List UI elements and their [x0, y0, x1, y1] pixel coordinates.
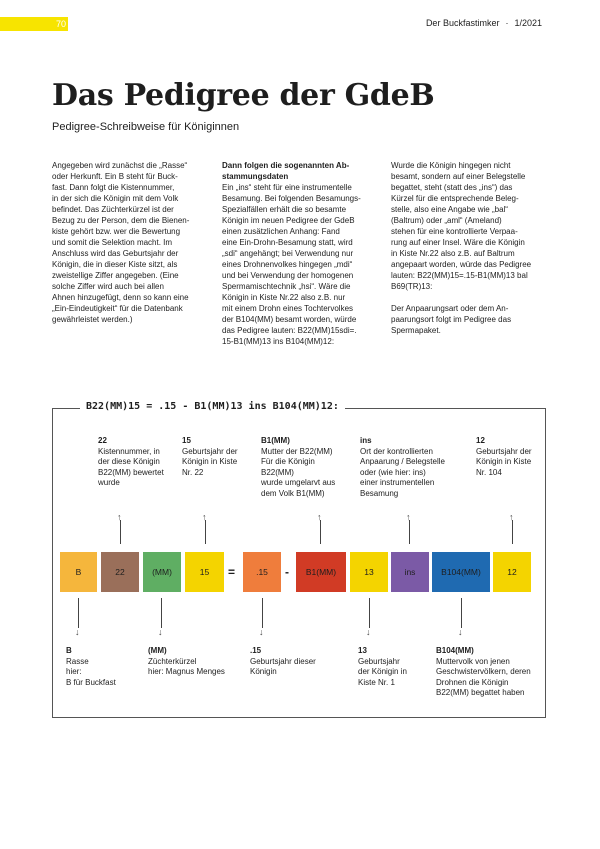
segment-box-number: 22	[101, 552, 139, 592]
annotation-body: Muttervolk von jenen Geschwistervölkern, deren Drohnen die Königin B22(MM) begattet haben	[436, 656, 531, 697]
annotation-box-number	[98, 436, 188, 489]
annotation-head: 13	[358, 646, 367, 655]
annotation-head: 12	[476, 436, 485, 445]
annotation-body: Geburtsjahr dieser Königin	[250, 656, 316, 676]
connector-line	[78, 598, 79, 628]
magazine-name: Der Buckfastimker	[425, 18, 500, 28]
annotation-queen-birth-year	[250, 646, 350, 678]
annotation-mating-place	[360, 436, 460, 499]
segment-drone-birth-year: 12	[493, 552, 531, 592]
arrow-down-icon: ↓	[259, 627, 264, 637]
column-2-heading: Dann folgen die sogenannten Ab- stammungsdaten	[222, 161, 350, 181]
arrow-up-icon: ↑	[317, 512, 322, 522]
column-2-body: Ein „ins“ steht für eine instrumentelle Besamung. Bei folgenden Besamungs- Spezialfällen erhält die so besamte Königin im neuen Pedigree der GdeB einen zusätzlichen Anhang: Fand eine Ein-Drohn-Besamung statt, wird „sdi“ angehängt; bei Verwendung nur eines Drohnenvolkes hingegen „mdi“ und bei Verwendung der homogenen Spermamischtechnik „hsi“. Wäre die Königin in Kiste Nr.22 also z.B. nur mit einem Drohn eines Tochtervolkes der B104(MM) besamt worden, würde das Pedigree lauten: B22(MM)15sdi=. 15-B1(MM)13 ins B104(MM)12:	[222, 183, 361, 346]
annotation-head: 15	[182, 436, 191, 445]
issue-line	[423, 18, 545, 28]
pedigree-formula: B22(MM)15 = .15 - B1(MM)13 ins B104(MM)12:	[80, 401, 345, 412]
segment-drone-colony: B104(MM)	[432, 552, 490, 592]
segment-birth-year: 15	[185, 552, 224, 592]
issue-separator: ·	[505, 18, 509, 28]
annotation-drone-birth-year	[476, 436, 546, 478]
equals-sign: =	[228, 565, 236, 579]
segment-queen-birth-year: .15	[243, 552, 281, 592]
connector-line	[205, 520, 206, 544]
connector-line	[120, 520, 121, 544]
annotation-body: Mutter der B22(MM) Für die Königin B22(MM) wurde umgelarvt aus dem Volk B1(MM)	[261, 446, 336, 498]
annotation-birth-year	[182, 436, 272, 478]
arrow-down-icon: ↓	[75, 627, 80, 637]
annotation-mother-birth-year	[358, 646, 438, 688]
segment-mating-method: ins	[391, 552, 429, 592]
annotation-mother	[261, 436, 361, 499]
minus-sign: -	[285, 565, 289, 579]
arrow-down-icon: ↓	[366, 627, 371, 637]
annotation-body: Geburtsjahr der Königin in Kiste Nr. 22	[182, 446, 238, 477]
annotation-drone-colony	[436, 646, 541, 699]
annotation-head: B1(MM)	[261, 436, 290, 445]
connector-line	[320, 520, 321, 544]
annotation-body: Kistennummer, in der diese Königin B22(MM) bewertet wurde	[98, 446, 164, 487]
segment-mother-birth-year: 13	[350, 552, 388, 592]
text-column-1: Angegeben wird zunächst die „Rasse“ oder Herkunft. Ein B steht für Buck- fast. Dann folgt die Kistennummer, in der sich die Königin mit dem Volk befindet. Das Züchterkürzel ist der Bezug zu der Person, dem die Bienen- kiste gehört bzw. wer die Bewertung und somit die Selektion macht. Im Anschluss wird das Geburtsjahr der Königin, die in dieser Kiste sitzt, als zweistellige Ziffer angegeben. (Eine solche Ziffer wird auch bei allen Ahnen hinzugefügt, denn so kann eine „Ein-Eindeutigkeit“ für die Datenbank gewährleistet werden.)	[52, 161, 190, 324]
annotation-body: Geburtsjahr der Königin in Kiste Nr. 104	[476, 446, 532, 477]
annotation-body: Geburtsjahr der Königin in Kiste Nr. 1	[358, 656, 407, 687]
page-number: 70	[0, 17, 68, 31]
segment-mother: B1(MM)	[296, 552, 346, 592]
annotation-head: (MM)	[148, 646, 167, 655]
connector-line	[512, 520, 513, 544]
annotation-body: Rasse hier: B für Buckfast	[66, 656, 116, 687]
segment-race: B	[60, 552, 97, 592]
page-header	[0, 17, 600, 31]
issue-number: 1/2021	[514, 18, 542, 28]
connector-line	[161, 598, 162, 628]
annotation-race	[66, 646, 156, 688]
arrow-up-icon: ↑	[509, 512, 514, 522]
arrow-up-icon: ↑	[406, 512, 411, 522]
article-title: Das Pedigree der GdeB	[52, 78, 435, 113]
text-column-2	[222, 160, 382, 347]
annotation-body: Ort der kontrollierten Anpaarung / Belegstelle oder (wie hier: ins) einer instrumentellen Besamung	[360, 446, 445, 498]
annotation-head: .15	[250, 646, 262, 655]
arrow-up-icon: ↑	[202, 512, 207, 522]
connector-line	[409, 520, 410, 544]
connector-line	[461, 598, 462, 628]
segment-breeder: (MM)	[143, 552, 181, 592]
annotation-head: B	[66, 646, 72, 655]
connector-line	[369, 598, 370, 628]
connector-line	[262, 598, 263, 628]
annotation-breeder	[148, 646, 248, 678]
annotation-head: B104(MM)	[436, 646, 474, 655]
text-column-3: Wurde die Königin hingegen nicht besamt, sondern auf einer Belegstelle begattet, steht (statt des „ins“) das Kürzel für die entsprechende Beleg- stelle, also eine Angabe wie „bal“ (Baltrum) oder „aml“ (Ameland) stehen für eine kontrollierte Verpaa- rung auf einer Insel. Wäre die Königin in Kiste Nr.22 also z.B. auf Baltrum angepaart worden, würde das Pedigree lauten: B22(MM)15=.15-B1(MM)13 bal B69(TR)13: Der Anpaarungsart oder dem An- paarungsort folgt im Pedigree das Spermapaket.	[391, 161, 532, 335]
annotation-body: Züchterkürzel hier: Magnus Menges	[148, 656, 225, 676]
article-subtitle: Pedigree-Schreibweise für Königinnen	[52, 121, 240, 133]
arrow-up-icon: ↑	[117, 512, 122, 522]
annotation-head: ins	[360, 436, 372, 445]
arrow-down-icon: ↓	[158, 627, 163, 637]
arrow-down-icon: ↓	[458, 627, 463, 637]
annotation-head: 22	[98, 436, 107, 445]
